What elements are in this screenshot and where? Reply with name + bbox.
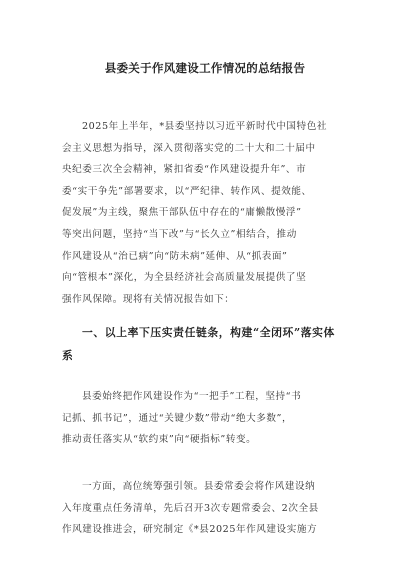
paragraph-line: 入年度重点任务清单，先后召开3次专题常委会、2次全县 bbox=[62, 502, 319, 514]
intro-paragraph bbox=[62, 116, 362, 310]
paragraph-line: 县委始终把作风建设作为“一把手”工程，坚持“书 bbox=[82, 391, 302, 402]
paragraph-line: 记抓、抓书记”，通过“关键少数”带动“绝大多数”， bbox=[62, 412, 293, 424]
section1-paragraph-1 bbox=[62, 386, 362, 451]
intro-line: 向“管根本”深化，为全县经济社会高质量发展提供了坚 bbox=[62, 272, 307, 284]
intro-line: 作风建设从“治已病”向“防未病”延伸、从“抓表面” bbox=[62, 250, 288, 262]
intro-line: 2025年上半年，*县委坚持以习近平新时代中国特色社 bbox=[82, 121, 327, 132]
section-heading-1 bbox=[62, 321, 362, 367]
intro-line: 央纪委三次全会精神，紧扣省委“作风建设提升年”、市 bbox=[62, 164, 307, 176]
section-heading-line: 系 bbox=[62, 349, 74, 362]
intro-line: 强作风保障。现将有关情况报告如下： bbox=[62, 293, 235, 305]
paragraph-line: 一方面，高位统筹强引领。县委常委会将作风建设纳 bbox=[82, 481, 316, 492]
paragraph-line: 作风建设推进会，研究制定《*县2025年作风建设实施方 bbox=[62, 524, 318, 536]
paragraph-line: 推动责任落实从“软约束”向“硬指标”转变。 bbox=[62, 434, 257, 446]
intro-line: 等突出问题，坚持“当下改”与“长久立”相结合，推动 bbox=[62, 228, 297, 240]
intro-line: 促发展”为主线，聚焦干部队伍中存在的“庸懒散慢浮” bbox=[62, 207, 302, 219]
document-title: 县委关于作风建设工作情况的总结报告 bbox=[104, 61, 306, 75]
section1-paragraph-2 bbox=[62, 476, 362, 541]
intro-line: 委“实干争先”部署要求，以“严纪律、转作风、提效能、 bbox=[62, 185, 312, 197]
intro-line: 会主义思想为指导，深入贯彻落实党的二十大和二十届中 bbox=[62, 142, 316, 154]
section-heading-line: 一、以上率下压实责任链条，构建“全闭环”落实体 bbox=[82, 326, 335, 339]
